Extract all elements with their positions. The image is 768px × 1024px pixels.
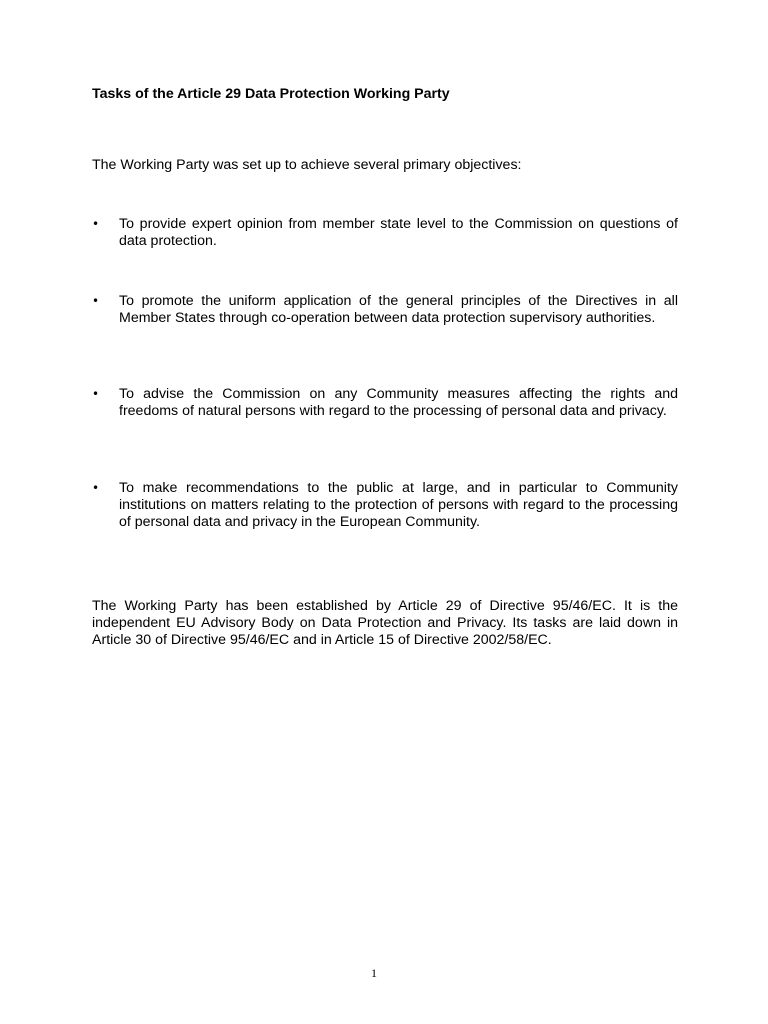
bullet-marker: • <box>92 217 100 231</box>
document-title: Tasks of the Article 29 Data Protection Working Party <box>92 86 450 102</box>
bullet-text: To make recommendations to the public at large, and in particular to Community institutions on matters relating to the protection of persons with regard to the processing of personal data and privacy in the European Community. <box>119 480 678 530</box>
bullet-item-advise-commission <box>92 386 678 420</box>
page-number: 1 <box>371 966 377 980</box>
bullet-marker: • <box>92 481 100 495</box>
bullet-text: To advise the Commission on any Community measures affecting the rights and freedoms of natural persons with regard to the processing of personal data and privacy. <box>119 386 678 419</box>
bullet-item-expert-opinion <box>92 216 678 250</box>
bullet-text: To provide expert opinion from member state level to the Commission on questions of data protection. <box>119 216 678 249</box>
bullet-marker: • <box>92 387 100 401</box>
bullet-text: To promote the uniform application of the general principles of the Directives in all Member States through co-operation between data protection supervisory authorities. <box>119 293 678 326</box>
bullet-item-uniform-application <box>92 293 678 327</box>
intro-paragraph: The Working Party was set up to achieve several primary objectives: <box>92 157 522 173</box>
closing-paragraph: The Working Party has been established by Article 29 of Directive 95/46/EC. It is the independent EU Advisory Body on Data Protection and Privacy. Its tasks are laid down in Article 30 of Directive 95/46/EC and in Article 15 of Directive 2002/58/EC. <box>92 598 678 648</box>
bullet-item-recommendations <box>92 480 678 531</box>
bullet-marker: • <box>92 294 100 308</box>
